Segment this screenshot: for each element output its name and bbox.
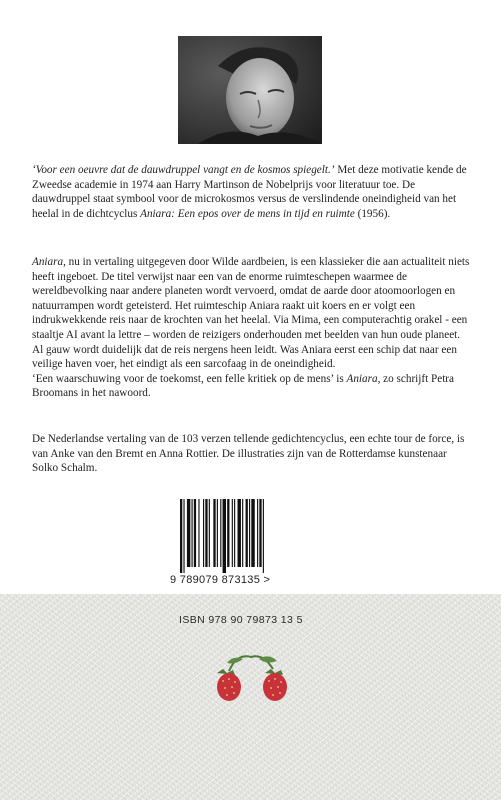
book-title: Aniara xyxy=(32,256,64,268)
barcode-digits: 9 789079 873135 > xyxy=(170,574,271,586)
book-title-full: Aniara: Een epos over de mens in tijd en ruimte xyxy=(140,207,355,220)
paragraph-translation xyxy=(32,432,472,476)
isbn-text: ISBN 978 90 79873 13 5 xyxy=(179,614,303,626)
barcode xyxy=(170,497,310,593)
wild-strawberries-logo xyxy=(203,651,297,703)
paragraph-intro xyxy=(32,163,472,221)
strawberry-icon xyxy=(203,651,297,703)
author-portrait xyxy=(178,36,322,144)
book-title-2: Aniara xyxy=(346,372,378,385)
synopsis-text: , nu in vertaling uitgegeven door Wilde aardbeien, is een klassieker die aan actualiteit niets heeft ingeboet. De titel verwijst naar een van de enorme ruimteschepen waarmee de wereldbevolking naar andere planeten wordt vervoerd, omdat de aarde door atoomoorlogen en natuurrampen wordt geteisterd. Het ruimteschip Aniara raakt uit koers en er volgt een indrukwekkende reis naar de krochten van het heelal. Via Mima, een computerachtig orakel - een staaltje AI avant la lettre – worden de reizigers onderhouden met beelden van hun oude planeet. Al gauw wordt duidelijk dat de reis nergens heen leidt. Was Aniara eerst een schip dat naar een veilige haven voer, het eindigt als een sarcofaag in de oneindigheid. xyxy=(32,256,470,371)
translation-text: De Nederlandse vertaling van de 103 verzen tellende gedichtencyclus, een echte tour de force, is van Anke van den Bremt en Anna Rottier. De illustraties zijn van de Rotterdamse kunstenaar Solko Schalm. xyxy=(32,433,465,475)
review-quote: ‘Een waarschuwing voor de toekomst, een felle kritiek op de mens’ is xyxy=(32,372,347,385)
afterword-text: , zo schrijft Petra Broomans in het nawoord. xyxy=(32,372,455,400)
barcode-bars xyxy=(170,497,310,575)
paragraph-synopsis xyxy=(32,255,472,401)
intro-text: Met deze motivatie kende de Zweedse academie in 1974 aan Harry Martinson de Nobelprijs voor literatuur toe. De dauwdruppel staat symbool voor de microkosmos versus de verslindende oneindigheid van het heelal in de dichtcyclus xyxy=(32,164,467,220)
author-portrait-image xyxy=(178,36,322,144)
nobel-quote: ‘Voor een oeuvre dat de dauwdruppel vangt en de kosmos spiegelt.’ xyxy=(32,164,335,176)
year-text: (1956). xyxy=(354,207,391,220)
